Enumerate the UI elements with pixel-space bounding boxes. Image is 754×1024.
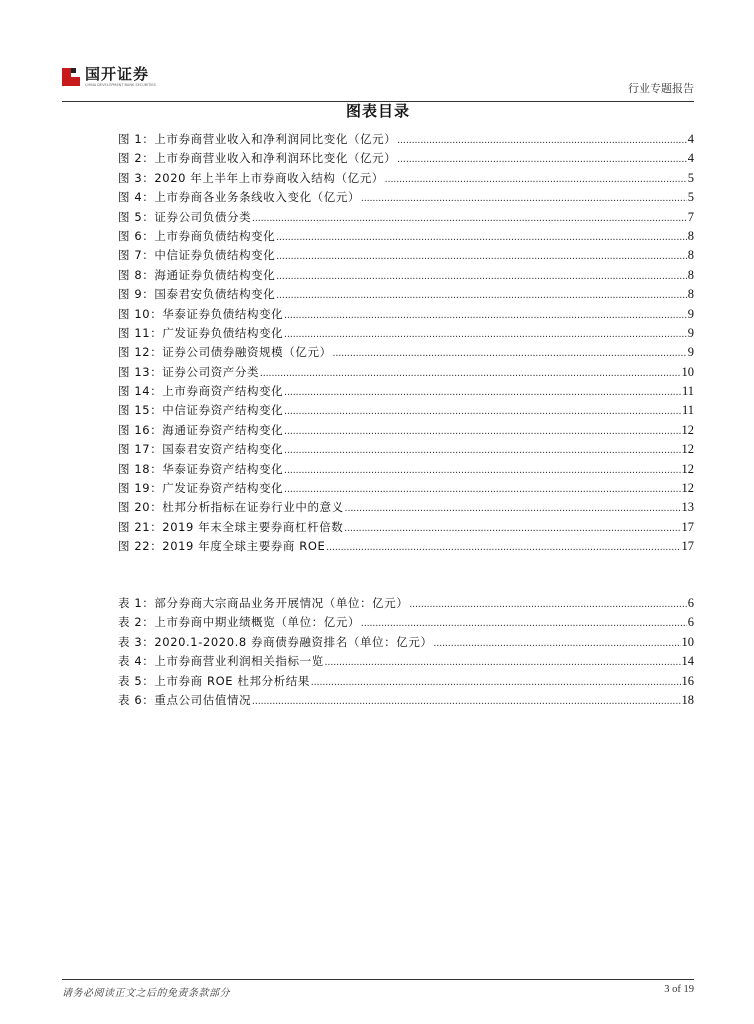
toc-entry-page: 6 [687, 615, 694, 630]
table-entry[interactable] [118, 691, 694, 710]
dot-leader [311, 673, 681, 692]
dot-leader [252, 692, 680, 711]
figure-entry[interactable] [118, 169, 694, 188]
toc-entry-label: 图 12：证券公司债券融资规模（亿元） [118, 345, 332, 360]
figure-entry[interactable] [118, 246, 694, 265]
figure-entry[interactable] [118, 363, 694, 382]
dot-leader [325, 653, 681, 672]
report-type: 行业专题报告 [628, 82, 694, 95]
table-list [118, 594, 694, 710]
toc-entry-label: 图 5：证券公司负债分类 [118, 209, 252, 224]
figure-entry[interactable] [118, 188, 694, 207]
toc-entry-label: 图 2：上市券商营业收入和净利润环比变化（亿元） [118, 151, 397, 166]
toc-entry-page: 11 [681, 384, 694, 399]
toc-entry-page: 17 [681, 539, 694, 554]
footer-disclaimer: 请务必阅读正文之后的免责条款部分 [62, 988, 230, 999]
dot-leader [276, 247, 686, 266]
toc-entry-page: 5 [687, 170, 694, 185]
figure-entry[interactable] [118, 266, 694, 285]
toc-entry-page: 4 [687, 132, 694, 146]
dot-leader [397, 150, 686, 169]
toc-entry-label: 图 20：杜邦分析指标在证券行业中的意义 [118, 500, 344, 515]
toc-entry-label: 表 6：重点公司估值情况 [118, 692, 252, 707]
dot-leader [276, 286, 686, 305]
toc-entry-page: 13 [681, 500, 694, 515]
toc-entry-label: 图 1：上市券商营业收入和净利润同比变化（亿元） [118, 132, 397, 146]
dot-leader [434, 634, 681, 653]
toc-entry-label: 图 17：国泰君安资产结构变化 [118, 442, 284, 457]
dot-leader [284, 306, 686, 325]
page-number: 3 of 19 [664, 984, 694, 995]
logo-name-en: CHINA DEVELOPMENT BANK SECURITIES [85, 83, 156, 87]
logo-icon [62, 68, 80, 86]
figure-entry[interactable] [118, 460, 694, 479]
toc-entry-label: 表 5：上市券商 ROE 杜邦分析结果 [118, 673, 310, 688]
figure-entry[interactable] [118, 130, 694, 149]
toc-entry-page: 6 [687, 596, 694, 610]
dot-leader [276, 228, 686, 247]
dot-leader [252, 209, 687, 228]
dot-leader [284, 480, 680, 499]
dot-leader [361, 189, 687, 208]
toc-entry-page: 10 [681, 364, 694, 379]
toc-entry-label: 表 1：部分券商大宗商品业务开展情况（单位：亿元） [118, 596, 409, 610]
toc-entry-label: 图 18：华泰证券资产结构变化 [118, 461, 284, 476]
dot-leader [284, 461, 680, 480]
table-entry[interactable] [118, 613, 694, 632]
dot-leader [284, 441, 680, 460]
dot-leader [344, 519, 680, 538]
dot-leader [284, 422, 680, 441]
toc-entry-page: 12 [681, 461, 694, 476]
table-entry[interactable] [118, 652, 694, 671]
figure-entry[interactable] [118, 421, 694, 440]
toc-entry-label: 图 9：国泰君安负债结构变化 [118, 287, 276, 302]
dot-leader [284, 402, 681, 421]
toc-entry-page: 11 [681, 403, 694, 418]
logo-name: 国开证券 [85, 65, 150, 83]
page-header [62, 66, 694, 102]
toc-entry-label: 图 4：上市券商各业务条线收入变化（亿元） [118, 190, 361, 205]
dot-leader [260, 364, 680, 383]
figure-entry[interactable] [118, 227, 694, 246]
toc-entry-label: 图 14：上市券商资产结构变化 [118, 384, 284, 399]
toc-entry-label: 图 21：2019 年末全球主要券商杠杆倍数 [118, 519, 344, 534]
footer-divider [62, 979, 694, 980]
figure-entry[interactable] [118, 518, 694, 537]
toc-entry-label: 表 3：2020.1-2020.8 券商债券融资排名（单位：亿元） [118, 634, 433, 649]
toc-entry-label: 图 16：海通证券资产结构变化 [118, 422, 284, 437]
figure-entry[interactable] [118, 305, 694, 324]
toc-entry-page: 8 [687, 287, 694, 302]
figure-entry[interactable] [118, 343, 694, 362]
toc-entry-page: 9 [687, 306, 694, 321]
toc-entry-label: 表 4：上市券商营业利润相关指标一览 [118, 654, 324, 669]
table-entry[interactable] [118, 672, 694, 691]
toc-entry-page: 18 [681, 692, 694, 707]
toc-entry-page: 8 [687, 267, 694, 282]
dot-leader [385, 170, 687, 189]
toc-entry-page: 8 [687, 248, 694, 263]
toc-entry-page: 12 [681, 442, 694, 457]
dot-leader [345, 499, 681, 518]
toc-entry-label: 图 19：广发证券资产结构变化 [118, 481, 284, 496]
figure-entry[interactable] [118, 382, 694, 401]
toc-entry-page: 17 [681, 519, 694, 534]
figure-entry[interactable] [118, 440, 694, 459]
figure-entry[interactable] [118, 479, 694, 498]
toc-entry-page: 12 [681, 422, 694, 437]
toc-entry-label: 图 8：海通证券负债结构变化 [118, 267, 276, 282]
toc-entry-page: 14 [681, 654, 694, 669]
dot-leader [333, 344, 687, 363]
figure-list [118, 130, 694, 557]
toc-entry-page: 5 [687, 190, 694, 205]
toc-entry-page: 7 [687, 209, 694, 224]
toc-entry-page: 4 [687, 151, 694, 166]
toc-entry-page: 16 [681, 673, 694, 688]
toc-entry-label: 图 22：2019 年度全球主要券商 ROE [118, 539, 326, 554]
dot-leader [361, 614, 687, 633]
toc-entry-label: 图 11：广发证券负债结构变化 [118, 325, 284, 340]
toc-entry-page: 8 [687, 228, 694, 243]
figure-entry[interactable] [118, 149, 694, 168]
page-title: 图表目录 [345, 102, 410, 120]
dot-leader [397, 131, 686, 150]
figure-entry[interactable] [118, 537, 694, 556]
dot-leader [276, 267, 686, 286]
toc-entry-label: 图 6：上市券商负债结构变化 [118, 228, 276, 243]
table-entry[interactable] [118, 633, 694, 652]
figure-entry[interactable] [118, 285, 694, 304]
company-logo [62, 66, 156, 92]
figure-entry[interactable] [118, 324, 694, 343]
dot-leader [284, 325, 686, 344]
dot-leader [326, 538, 680, 557]
toc-entry-label: 图 13：证券公司资产分类 [118, 364, 260, 379]
figure-entry[interactable] [118, 498, 694, 517]
toc-entry-page: 9 [687, 325, 694, 340]
table-entry[interactable] [118, 594, 694, 613]
dot-leader [284, 383, 681, 402]
dot-leader [409, 595, 686, 614]
toc-entry-label: 图 7：中信证券负债结构变化 [118, 248, 276, 263]
toc-entry-label: 图 3：2020 年上半年上市券商收入结构（亿元） [118, 170, 384, 185]
figure-entry[interactable] [118, 401, 694, 420]
toc-entry-label: 表 2：上市券商中期业绩概览（单位：亿元） [118, 615, 361, 630]
toc-entry-page: 9 [687, 345, 694, 360]
toc-entry-page: 12 [681, 481, 694, 496]
toc-entry-label: 图 10：华泰证券负债结构变化 [118, 306, 284, 321]
toc-entry-page: 10 [681, 634, 694, 649]
figure-entry[interactable] [118, 208, 694, 227]
toc-entry-label: 图 15：中信证券资产结构变化 [118, 403, 284, 418]
